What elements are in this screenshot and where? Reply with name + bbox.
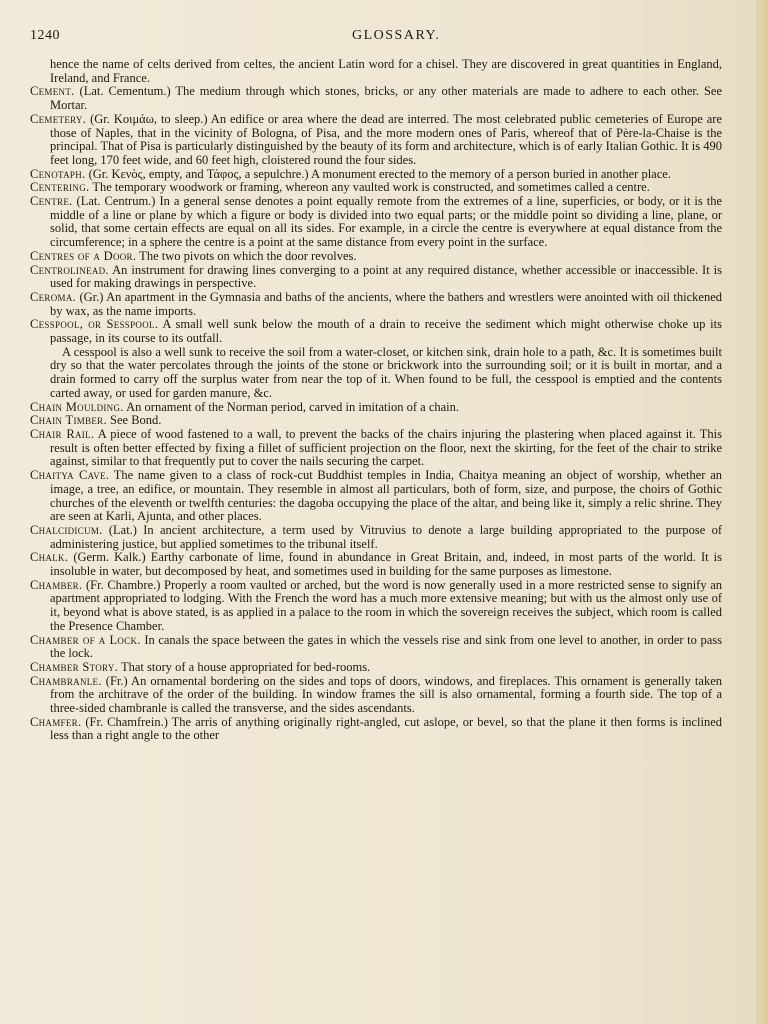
glossary-entry [30,113,722,168]
entry-definition: The two pivots on which the door revolves. [136,248,357,263]
entry-headword: Centres of a Door. [30,248,137,263]
entry-headword: Chaitya Cave. [30,468,110,483]
glossary-entry [30,579,722,634]
entry-headword: Chamber. [30,577,83,592]
glossary-entry [30,195,722,250]
entry-headword: Centrolinead. [30,262,109,277]
entry-definition: (Lat. Centrum.) In a general sense denotes a point equally remote from the extremes of a line, superficies, or body, or it is the middle of a line or plane by which a figure or body is divided into two equal parts; or the middle point so dividing a line, plane, or solid, that some certain effects are equal on all its sides. For example, in a circle the centre is everywhere at equal distance from the circumference; in a sphere the centre is a point at the same distance from every point in the surface. [50,194,722,250]
glossary-entry [30,551,722,578]
page-edge [756,0,768,1024]
entry-definition: (Gr.) An apartment in the Gymnasia and baths of the ancients, where the bathers and wrestlers were anointed with oil thickened by wax, as the name imports. [50,289,722,318]
entry-definition: (Germ. Kalk.) Earthy carbonate of lime, found in abundance in Great Britain, and, indeed, in most parts of the world. It is insoluble in water, but decomposed by heat, and sometimes used in building for the same purposes as limestone. [50,550,722,579]
entry-definition: A small well sunk below the mouth of a drain to receive the sediment which might otherwise choke up its passage, in its course to its outfall. [50,317,722,346]
glossary-entry [30,168,722,182]
glossary-entry [30,675,722,716]
page-number: 1240 [30,28,60,43]
entry-headword: Chair Rail. [30,426,95,441]
entry-definition: (Gr. Κοιμάω, to sleep.) An edifice or area where the dead are interred. The most celebrated public cemeteries of Europe are those of Naples, that in the vicinity of Bologna, of Pisa, and the more modern ones of Paris, whereof that of Père-la-Chaise is the principal. That of Pisa is particularly distinguished by the beauty of its form and architecture, which is of early Italian Gothic. It is 490 feet long, 170 feet wide, and 60 feet high, cloistered round the four sides. [50,111,722,167]
entry-headword: Cenotaph. [30,166,86,181]
glossary-entry [30,291,722,318]
entry-headword: Centering. [30,180,90,195]
glossary-entry [30,85,722,112]
entry-definition: (Lat.) In ancient architecture, a term used by Vitruvius to denote a large building appropriated to the purpose of administering justice, but applied sometimes to the tribunal itself. [50,522,722,551]
entry-definition: That story of a house appropriated for bed-rooms. [118,659,371,674]
glossary-entry [30,428,722,469]
entry-headword: Chain Moulding. [30,399,124,414]
entry-definition: An instrument for drawing lines converging to a point at any required distance, whether accessible or inaccessible. It is used for making drawings in perspective. [50,262,722,291]
glossary-entry [30,661,722,675]
page-header [30,28,728,48]
entry-definition: The name given to a class of rock-cut Buddhist temples in India, Chaitya meaning an object of worship, whether an image, a tree, an edifice, or mountain. They resemble in almost all particulars, both of form, size, and purpose, the choirs of Gothic churches of the eleventh or twelfth centuries: the dagoba occupying the place of the altar, and being like it, simply a relic shrine. They are seen at Karli, Ajunta, and other places. [50,468,722,524]
glossary-entry [30,58,722,85]
entry-headword: Chain Timber. [30,413,107,428]
entry-definition: An ornament of the Norman period, carved in imitation of a chain. [123,399,460,414]
entry-definition: (Fr. Chamfrein.) The arris of anything originally right-angled, cut aslope, or bevel, so that the plane it then forms is inclined less than a right angle to the other [50,714,722,743]
glossary-body [30,58,722,743]
glossary-entry [30,264,722,291]
glossary-entry [30,716,722,743]
glossary-entry [30,401,722,415]
glossary-entry [30,181,722,195]
glossary-entry [30,469,722,524]
running-title: GLOSSARY. [352,28,441,43]
entry-headword: Cemetery. [30,111,87,126]
entry-headword: Cesspool, or Sesspool. [30,317,159,332]
entry-headword: Chambranle. [30,673,102,688]
glossary-entry [30,414,722,428]
entry-headword: Cement. [30,84,75,99]
entry-definition: (Gr. Κενὸς, empty, and Τάφος, a sepulchre.) A monument erected to the memory of a person buried in another place. [85,166,671,181]
glossary-entry [30,524,722,551]
glossary-entry [30,250,722,264]
entry-definition: (Fr. Chambre.) Properly a room vaulted or arched, but the word is now generally used in a more restricted sense to signify an apartment appropriated to lodging. With the French the word has a much more extensive meaning; but with us the almost only use of it, beyond what is above stated, is as applied in a palace to the room in which the sovereign receives the subject, which room is called the Presence Chamber. [50,577,722,633]
entry-headword: Chamfer. [30,714,82,729]
entry-definition: A piece of wood fastened to a wall, to prevent the backs of the chairs injuring the plastering when placed against it. This result is often better effected by fixing a fillet of sufficient projection on the floor, next the skirting, for the feet of the chair to strike against, similar to that frequently put to cover the nails securing the carpet. [50,426,723,469]
entry-headword: Chamber of a Lock. [30,632,141,647]
glossary-entry [30,318,722,345]
entry-definition: In canals the space between the gates in which the vessels rise and sink from one level to another, in order to pass the lock. [50,632,722,661]
entry-definition: (Lat. Cementum.) The medium through which stones, bricks, or any other materials are made to adhere to each other. See Mortar. [50,84,722,113]
entry-headword: Ceroma. [30,289,77,304]
entry-definition: The temporary woodwork or framing, whereon any vaulted work is constructed, and sometimes called a centre. [89,180,650,195]
entry-headword: Chalk. [30,550,69,565]
entry-definition: See Bond. [106,413,162,428]
entry-headword: Centre. [30,194,73,209]
entry-definition: (Fr.) An ornamental bordering on the sides and tops of doors, windows, and fireplaces. This ornament is generally taken from the architrave of the order of the building. In window frames the sill is also ornamental, forming a fourth side. The top of a three-sided chambranle is called the transverse, and the sides ascendants. [50,673,722,716]
glossary-entry [30,346,722,401]
entry-definition: A cesspool is also a well sunk to receive the soil from a water-closet, or kitchen sink, drain hole to a path, &c. It is sometimes built dry so that the water percolates through the joints of the stone or brickwork into the surrounding soil; or it is built in mortar, and a drain formed to carry off the surplus water from near the top of it. When found to be full, the cesspool is emptied and the contents carted away, or used for garden manure, &c. [50,344,722,400]
entry-headword: Chalcidicum. [30,522,103,537]
entry-headword: Chamber Story. [30,659,119,674]
glossary-entry [30,634,722,661]
entry-definition: hence the name of celts derived from celtes, the ancient Latin word for a chisel. They are discovered in great quantities in England, Ireland, and France. [50,57,722,85]
